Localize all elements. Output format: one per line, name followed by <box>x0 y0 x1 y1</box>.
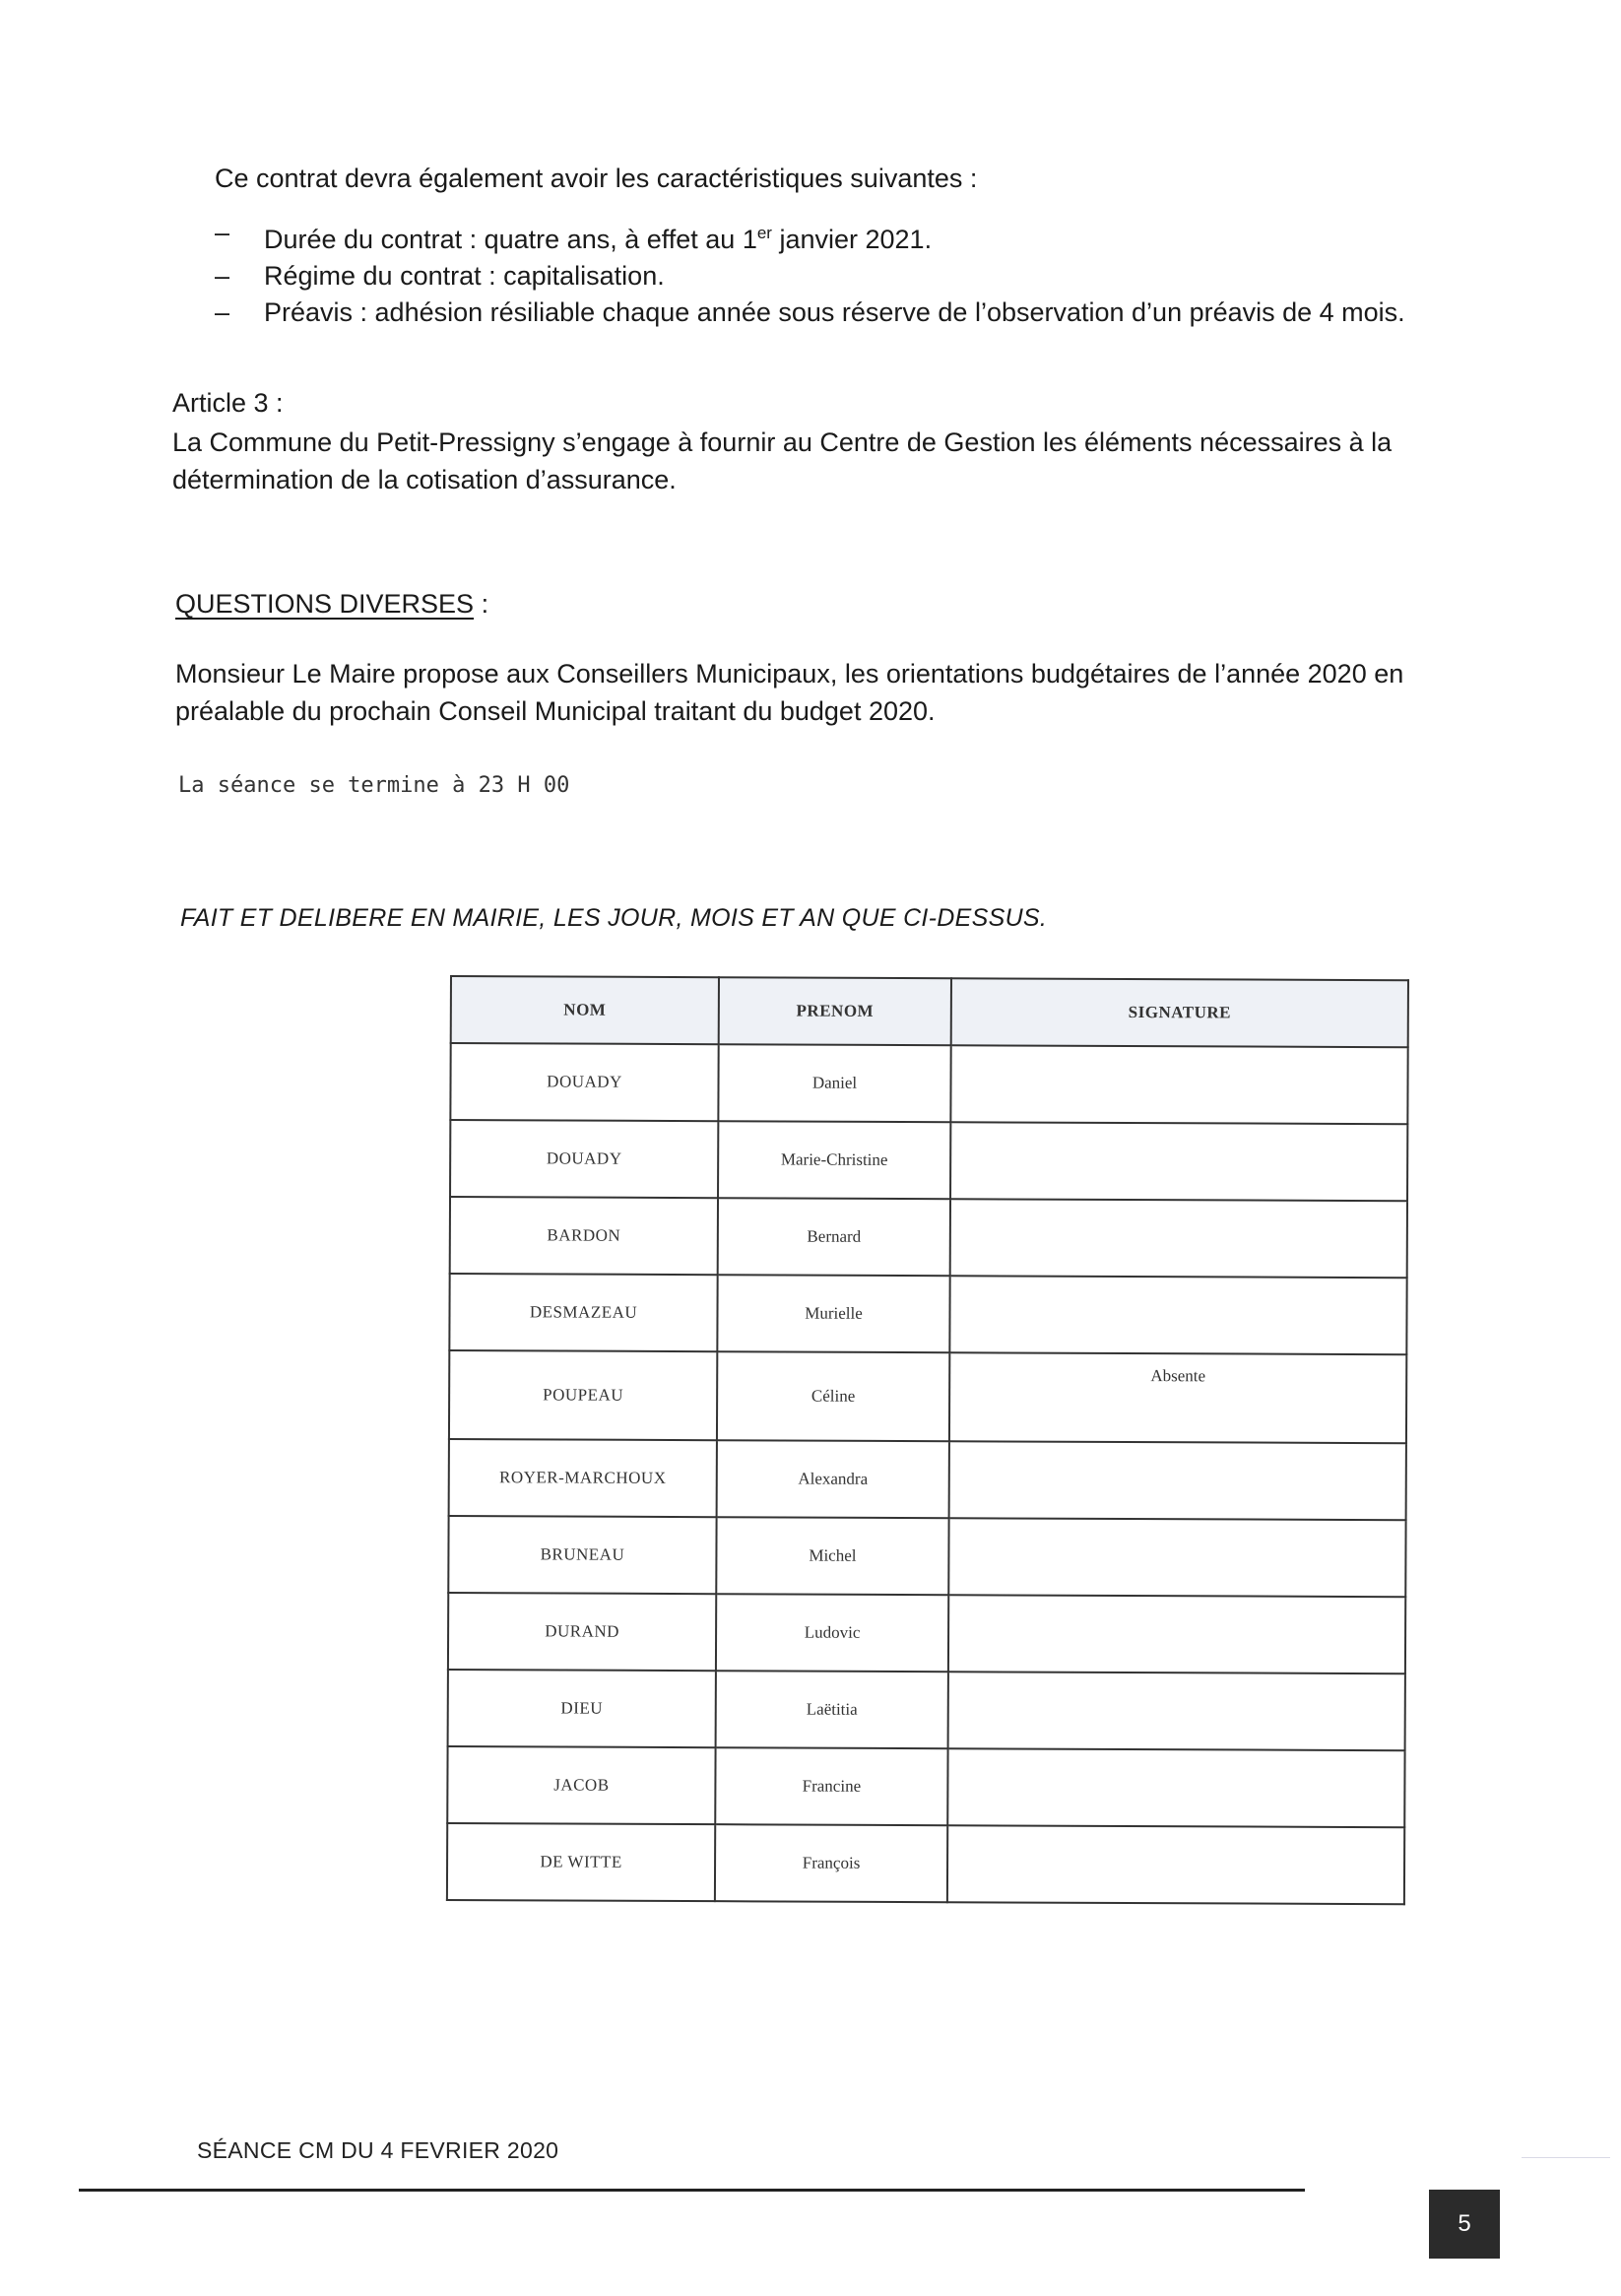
cell-nom: DESMAZEAU <box>449 1274 717 1351</box>
cell-signature <box>949 1441 1406 1520</box>
duration-text: Durée du contrat : quatre ans, à effet au 1 <box>264 225 757 254</box>
bullet-dash: – <box>215 261 230 291</box>
table-row <box>448 1516 1405 1597</box>
cell-nom: POUPEAU <box>449 1350 717 1440</box>
cell-nom: DOUADY <box>450 1120 718 1198</box>
column-header-signature: SIGNATURE <box>951 978 1408 1047</box>
cell-signature <box>949 1276 1406 1354</box>
cell-nom: DURAND <box>448 1593 716 1671</box>
cell-prenom: Michel <box>716 1517 948 1595</box>
table-row <box>449 1350 1406 1443</box>
list-item <box>215 215 1436 258</box>
cell-signature <box>948 1595 1405 1673</box>
cell-nom: BRUNEAU <box>448 1516 716 1594</box>
cell-nom: BARDON <box>450 1197 718 1275</box>
cell-signature <box>950 1122 1407 1201</box>
cell-prenom: Marie-Christine <box>718 1121 950 1199</box>
table-row <box>449 1274 1406 1354</box>
cell-prenom: Céline <box>717 1351 949 1441</box>
questions-heading-text: QUESTIONS DIVERSES <box>175 589 475 619</box>
duration-text-end: janvier 2021. <box>771 225 933 254</box>
column-header-nom: NOM <box>451 976 719 1044</box>
article-body: La Commune du Petit-Pressigny s’engage à fournir au Centre de Gestion les éléments nécessaires à la détermination de la cotisation d’assurance. <box>172 427 1393 494</box>
fait-delibere-text: FAIT ET DELIBERE EN MAIRIE, LES JOUR, MOIS ET AN QUE CI-DESSUS. <box>180 904 1048 932</box>
cell-signature <box>950 1045 1407 1124</box>
faint-divider <box>1522 2157 1610 2158</box>
cell-nom: DOUADY <box>450 1043 718 1121</box>
table-row <box>450 1043 1407 1124</box>
signature-table <box>446 975 1409 1905</box>
list-item <box>215 295 1436 331</box>
cell-prenom: Bernard <box>718 1198 950 1276</box>
cell-prenom: Alexandra <box>717 1440 949 1518</box>
list-item <box>215 258 1436 295</box>
cell-prenom: Daniel <box>718 1044 950 1122</box>
table-row <box>450 1197 1407 1278</box>
cell-nom: DIEU <box>448 1670 716 1747</box>
table-row <box>448 1593 1405 1673</box>
cell-signature <box>947 1825 1404 1904</box>
column-header-prenom: PRENOM <box>719 977 951 1045</box>
cell-prenom: Francine <box>715 1747 947 1825</box>
footer-divider <box>79 2189 1305 2192</box>
article-title: Article 3 : <box>172 388 284 418</box>
superscript: er <box>756 224 772 242</box>
table-row <box>449 1439 1406 1520</box>
cell-nom: ROYER-MARCHOUX <box>449 1439 717 1517</box>
intro-paragraph: Ce contrat devra également avoir les caractéristiques suivantes : <box>215 164 978 193</box>
cell-signature <box>948 1518 1405 1597</box>
questions-heading <box>175 589 488 620</box>
questions-heading-colon: : <box>474 589 489 619</box>
cell-prenom: Murielle <box>717 1275 949 1352</box>
table-row <box>448 1670 1405 1750</box>
seance-end-text: La séance se termine à 23 H 00 <box>178 773 570 798</box>
bullet-dash: – <box>215 218 230 247</box>
cell-signature <box>948 1672 1405 1750</box>
table-row <box>447 1746 1404 1827</box>
cell-nom: DE WITTE <box>447 1823 715 1901</box>
bullet-dash: – <box>215 297 230 327</box>
regime-text: Régime du contrat : capitalisation. <box>264 261 665 291</box>
cell-prenom: Ludovic <box>716 1594 948 1672</box>
cell-prenom: Laëtitia <box>716 1671 948 1748</box>
cell-signature <box>947 1748 1404 1827</box>
cell-prenom: François <box>715 1824 947 1902</box>
cell-signature: Absente <box>949 1352 1406 1443</box>
table-header-row <box>451 976 1408 1047</box>
preavis-text: Préavis : adhésion résiliable chaque année sous réserve de l’observation d’un préavis de 4 mois. <box>264 297 1405 327</box>
table-row <box>447 1823 1404 1904</box>
contract-characteristics-list <box>215 215 1436 331</box>
page-number-badge: 5 <box>1429 2190 1500 2259</box>
cell-nom: JACOB <box>447 1746 715 1824</box>
footer-session-title: SÉANCE CM DU 4 FEVRIER 2020 <box>197 2137 559 2163</box>
cell-signature <box>950 1199 1407 1278</box>
table-row <box>450 1120 1407 1201</box>
maire-paragraph: Monsieur Le Maire propose aux Conseillers Municipaux, les orientations budgétaires de l’année 2020 en préalable du prochain Conseil Municipal traitant du budget 2020. <box>175 659 1404 726</box>
